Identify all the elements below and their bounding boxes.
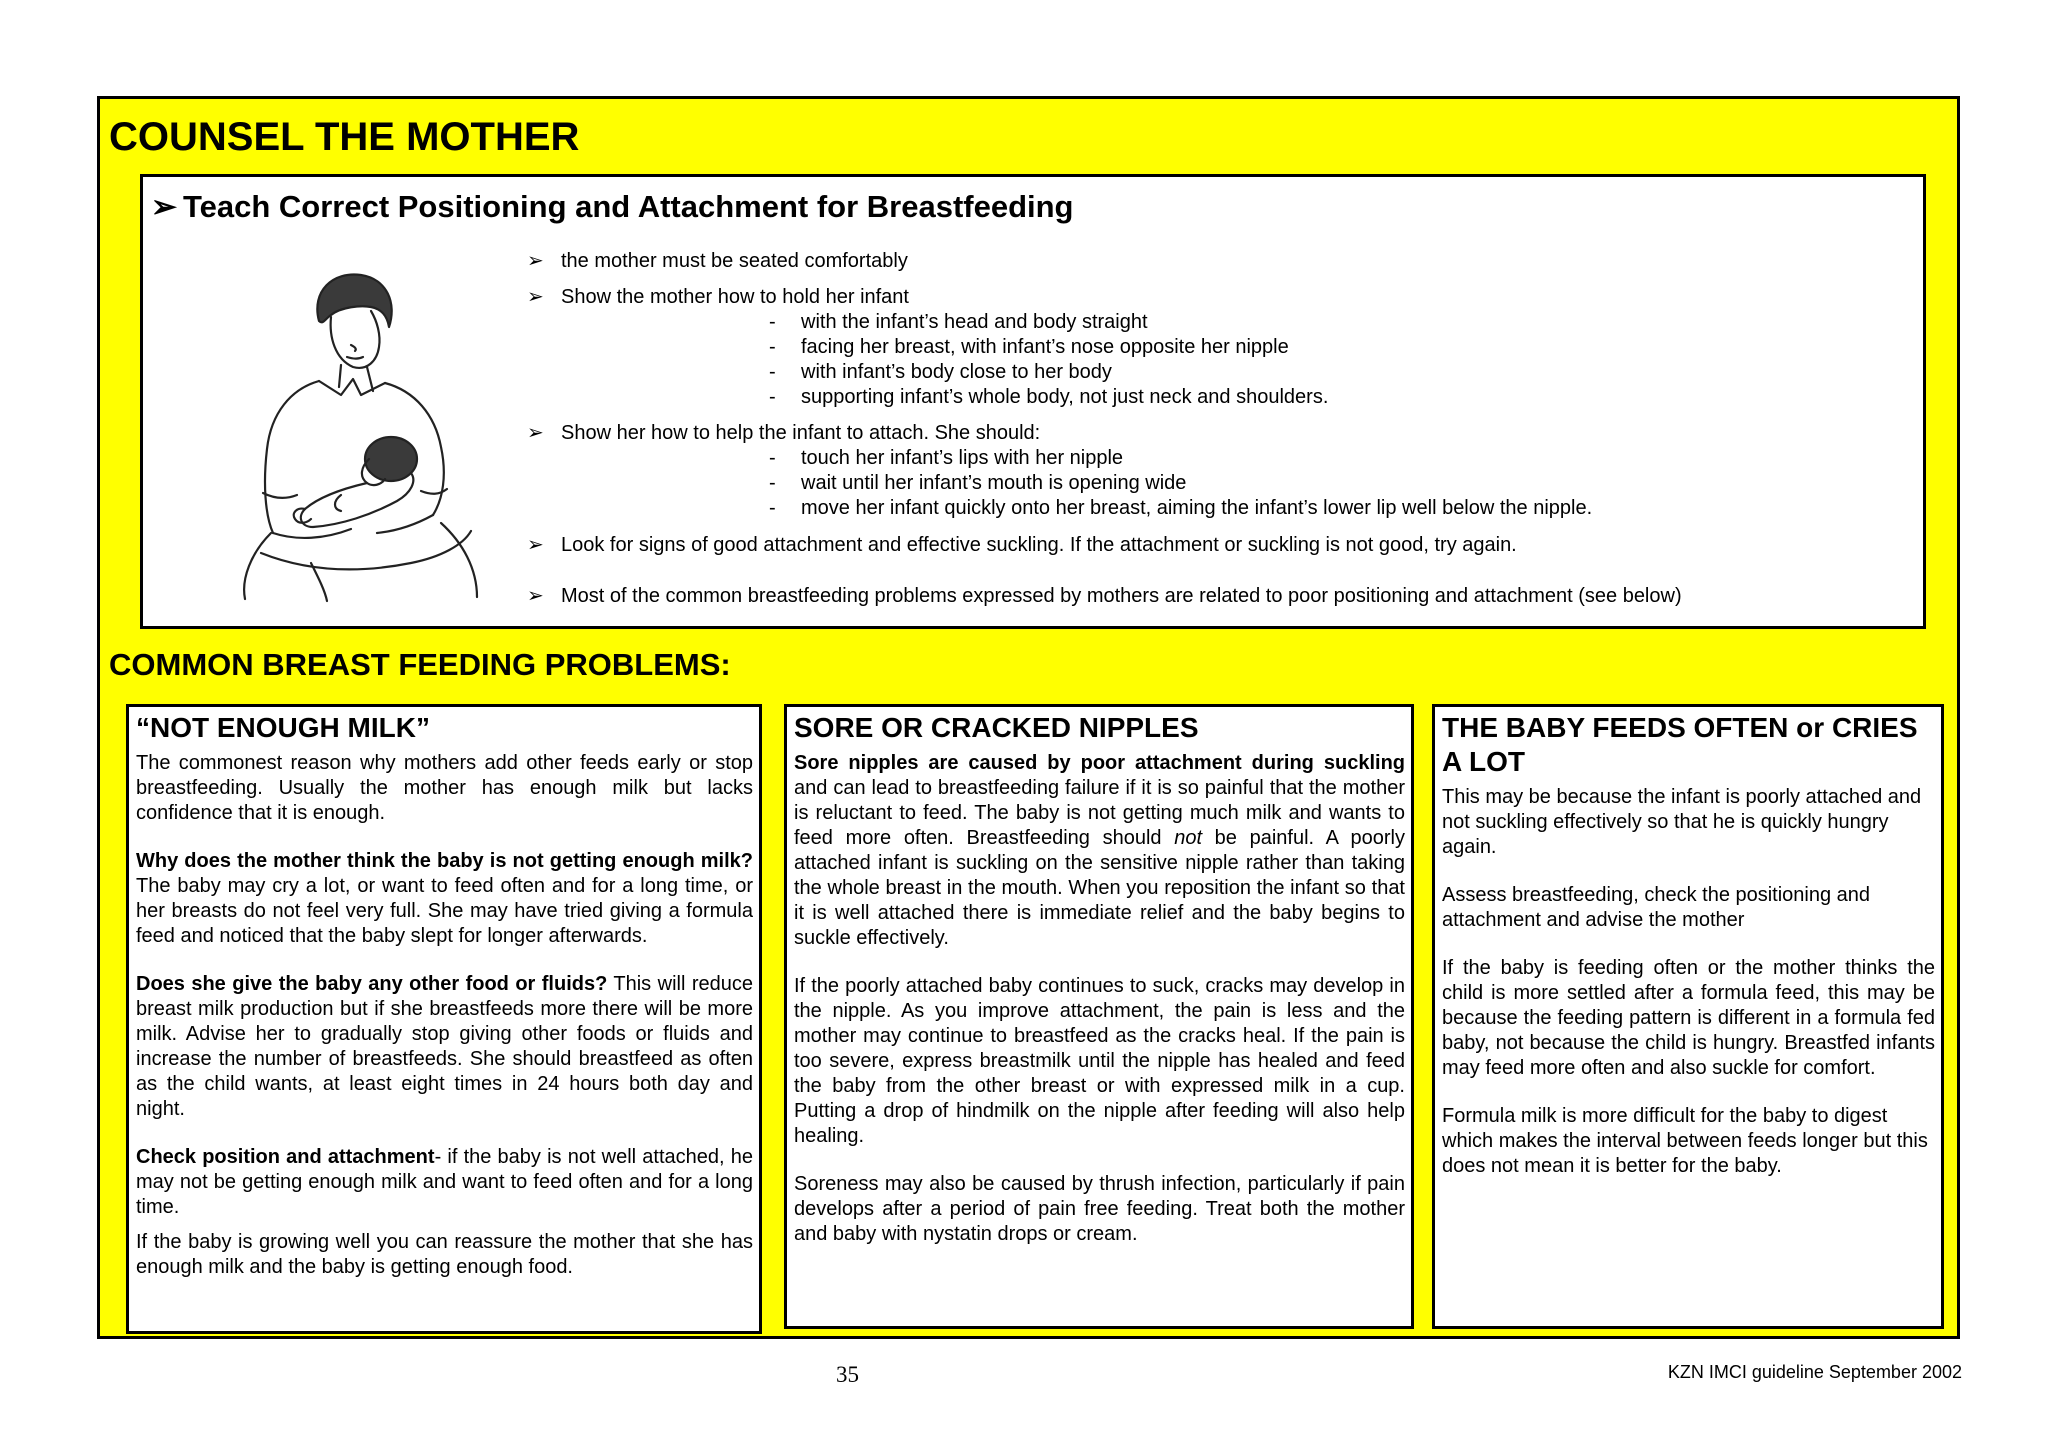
problem-card-sore-nipples [784, 704, 1414, 1329]
list-item: - with the infant’s head and body straight [769, 311, 1148, 333]
list-item: - supporting infant’s whole body, not just neck and shoulders. [769, 386, 1329, 408]
arrow-bullet-icon: ➢ [527, 422, 544, 444]
arrow-bullet-icon: ➢ [527, 585, 544, 607]
teaching-steps-list [527, 249, 1907, 609]
counsel-panel [97, 96, 1960, 1339]
step-help-attach: ➢ Show her how to help the infant to attach. She should: [527, 422, 1041, 444]
paragraph: Sore nipples are caused by poor attachment during suckling and can lead to breastfeeding failure if it is so painful that the mother is reluctant to feed. The baby is not getting much milk and wants to feed more often. Breastfeeding should not be painful. A poorly attached infant is suckling on the sensitive nipple rather than taking the whole breast in the mouth. When you reposition the infant so that it is well attached there is immediate relief and the baby begins to suckle effectively. [794, 752, 1406, 949]
arrow-bullet-icon: ➢ [151, 189, 177, 224]
paragraph: If the baby is growing well you can reassure the mother that she has enough milk and the baby is getting enough food. [136, 1231, 753, 1278]
help-attach-sublist [769, 446, 1907, 521]
page-title: COUNSEL THE MOTHER [109, 115, 580, 159]
paragraph: Why does the mother think the baby is not getting enough milk? The baby may cry a lot, or want to feed often and for a long time, or her breasts do not feel very full. She may have tried giving a formula feed and noticed that the baby slept for longer afterwards. [136, 850, 753, 947]
problem-card-feeds-often [1432, 704, 1944, 1329]
footer-text: KZN IMCI guideline September 2002 [1667, 1362, 1962, 1382]
list-item: - touch her infant’s lips with her nipple [769, 447, 1124, 469]
paragraph: If the poorly attached baby continues to suck, cracks may develop in the nipple. As you improve attachment, the pain is less and the mother may continue to breastfeed as the cracks heal. If the pain is too severe, express breastmilk until the nipple has healed and feed the baby from the other breast or with expressed milk in a cup. Putting a drop of hindmilk on the nipple after feeding will also help healing. [794, 975, 1405, 1147]
step-good-attachment: ➢ Look for signs of good attachment and effective suckling. If the attachment or suckling is not good, try again. [527, 534, 1517, 556]
paragraph: Formula milk is more difficult for the baby to digest which makes the interval between feeds longer but this does not mean it is better for the baby. [1442, 1105, 1928, 1177]
arrow-bullet-icon: ➢ [527, 286, 544, 308]
list-item: - with infant’s body close to her body [769, 361, 1112, 383]
paragraph: Does she give the baby any other food or fluids? This will reduce breast milk production but if she breastfeeds more there will be more milk. Advise her to gradually stop giving other foods or fluids and increase the number of breastfeeds. She should breastfeed as often as the child wants, at least eight times in 24 hours both day and night. [136, 973, 753, 1120]
list-item: - move her infant quickly onto her breast, aiming the infant’s lower lip well below the nipple. [769, 497, 1593, 519]
teach-heading-text: Teach Correct Positioning and Attachment for Breastfeeding [182, 189, 1074, 224]
paragraph: Assess breastfeeding, check the positioning and attachment and advise the mother [1442, 884, 1871, 931]
paragraph: This may be because the infant is poorly attached and not suckling effectively so that he is quickly hungry again. [1442, 786, 1922, 858]
mother-breastfeeding-infant-drawing [201, 263, 491, 603]
list-item: - wait until her infant’s mouth is opening wide [769, 472, 1187, 494]
teach-positioning-box [140, 174, 1926, 629]
paragraph: Check position and attachment- if the baby is not well attached, he may not be getting enough milk and want to feed often and for a long time. [136, 1146, 753, 1218]
step-seated: ➢ the mother must be seated comfortably [527, 250, 908, 272]
hold-infant-sublist [769, 310, 1907, 410]
arrow-bullet-icon: ➢ [527, 250, 544, 272]
page-number: 35 [836, 1362, 859, 1387]
paragraph: The commonest reason why mothers add other feeds early or stop breastfeeding. Usually the mother has enough milk but lacks confidence that it is enough. [136, 752, 753, 824]
card-title: THE BABY FEEDS OFTEN or CRIES A LOT [1442, 712, 1918, 777]
problem-card-not-enough-milk [126, 704, 762, 1334]
arrow-bullet-icon: ➢ [527, 534, 544, 556]
list-item: - facing her breast, with infant’s nose opposite her nipple [769, 336, 1289, 358]
paragraph: Soreness may also be caused by thrush infection, particularly if pain develops after a period of pain free feeding. Treat both the mother and baby with nystatin drops or cream. [794, 1173, 1405, 1245]
teach-heading [151, 185, 1074, 229]
card-title: “NOT ENOUGH MILK” [136, 712, 430, 743]
section-heading: COMMON BREAST FEEDING PROBLEMS: [109, 647, 731, 682]
step-hold-infant: ➢ Show the mother how to hold her infant [527, 286, 909, 308]
card-title: SORE OR CRACKED NIPPLES [794, 712, 1199, 743]
paragraph: If the baby is feeding often or the mother thinks the child is more settled after a formula feed, this may be because the feeding pattern is different in a formula fed baby, not because the child is hungry. Breastfed infants may feed more often and also suckle for comfort. [1442, 957, 1935, 1079]
step-common-problems: ➢ Most of the common breastfeeding problems expressed by mothers are related to poor positioning and attachment (see below) [527, 585, 1682, 607]
